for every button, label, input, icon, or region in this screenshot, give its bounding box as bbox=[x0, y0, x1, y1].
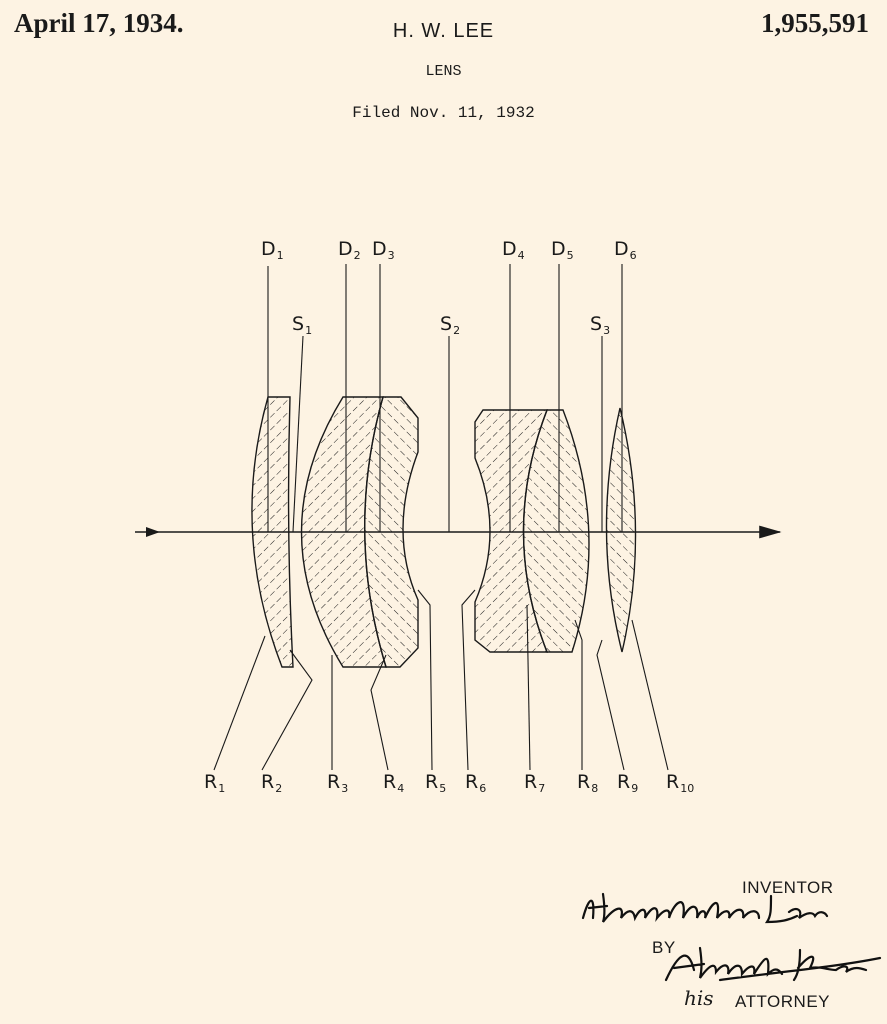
patent-number: 1,955,591 bbox=[761, 8, 869, 38]
inventor-name: H. W. LEE bbox=[392, 20, 495, 42]
label-d6: $D_6$ bbox=[614, 238, 637, 262]
patent-title: LENS bbox=[425, 63, 462, 80]
attorney-signature bbox=[660, 940, 884, 988]
label-s3: $S_3$ bbox=[590, 313, 611, 337]
label-d3: $D_3$ bbox=[372, 238, 395, 262]
label-r2: $R_2$ bbox=[261, 771, 283, 795]
label-r9: $R_9$ bbox=[617, 771, 639, 795]
label-s1: $S_1$ bbox=[292, 313, 313, 337]
label-r10: $R_{10}$ bbox=[666, 771, 695, 795]
patent-date: April 17, 1934. bbox=[14, 8, 184, 38]
filing-date: Filed Nov. 11, 1932 bbox=[352, 104, 535, 122]
label-r4: $R_4$ bbox=[383, 771, 405, 795]
his-text: his bbox=[684, 986, 714, 1010]
axis-start-arrow bbox=[146, 527, 160, 537]
label-d1: $D_1$ bbox=[261, 238, 284, 262]
label-d2: $D_2$ bbox=[338, 238, 361, 262]
label-r7: $R_7$ bbox=[524, 771, 546, 795]
label-r8: $R_8$ bbox=[577, 771, 599, 795]
label-d5: $D_5$ bbox=[551, 238, 574, 262]
lens-element-d6 bbox=[606, 408, 635, 652]
label-r6: $R_6$ bbox=[465, 771, 487, 795]
inventor-signature bbox=[575, 888, 835, 933]
label-s2: $S_2$ bbox=[440, 313, 461, 337]
label-d4: $D_4$ bbox=[502, 238, 525, 262]
by-label: BY bbox=[652, 938, 676, 957]
inventor-label: INVENTOR bbox=[742, 878, 834, 897]
label-r5: $R_5$ bbox=[425, 771, 447, 795]
label-r3: $R_3$ bbox=[327, 771, 349, 795]
label-r1: $R_1$ bbox=[204, 771, 226, 795]
attorney-label: ATTORNEY bbox=[735, 992, 830, 1011]
